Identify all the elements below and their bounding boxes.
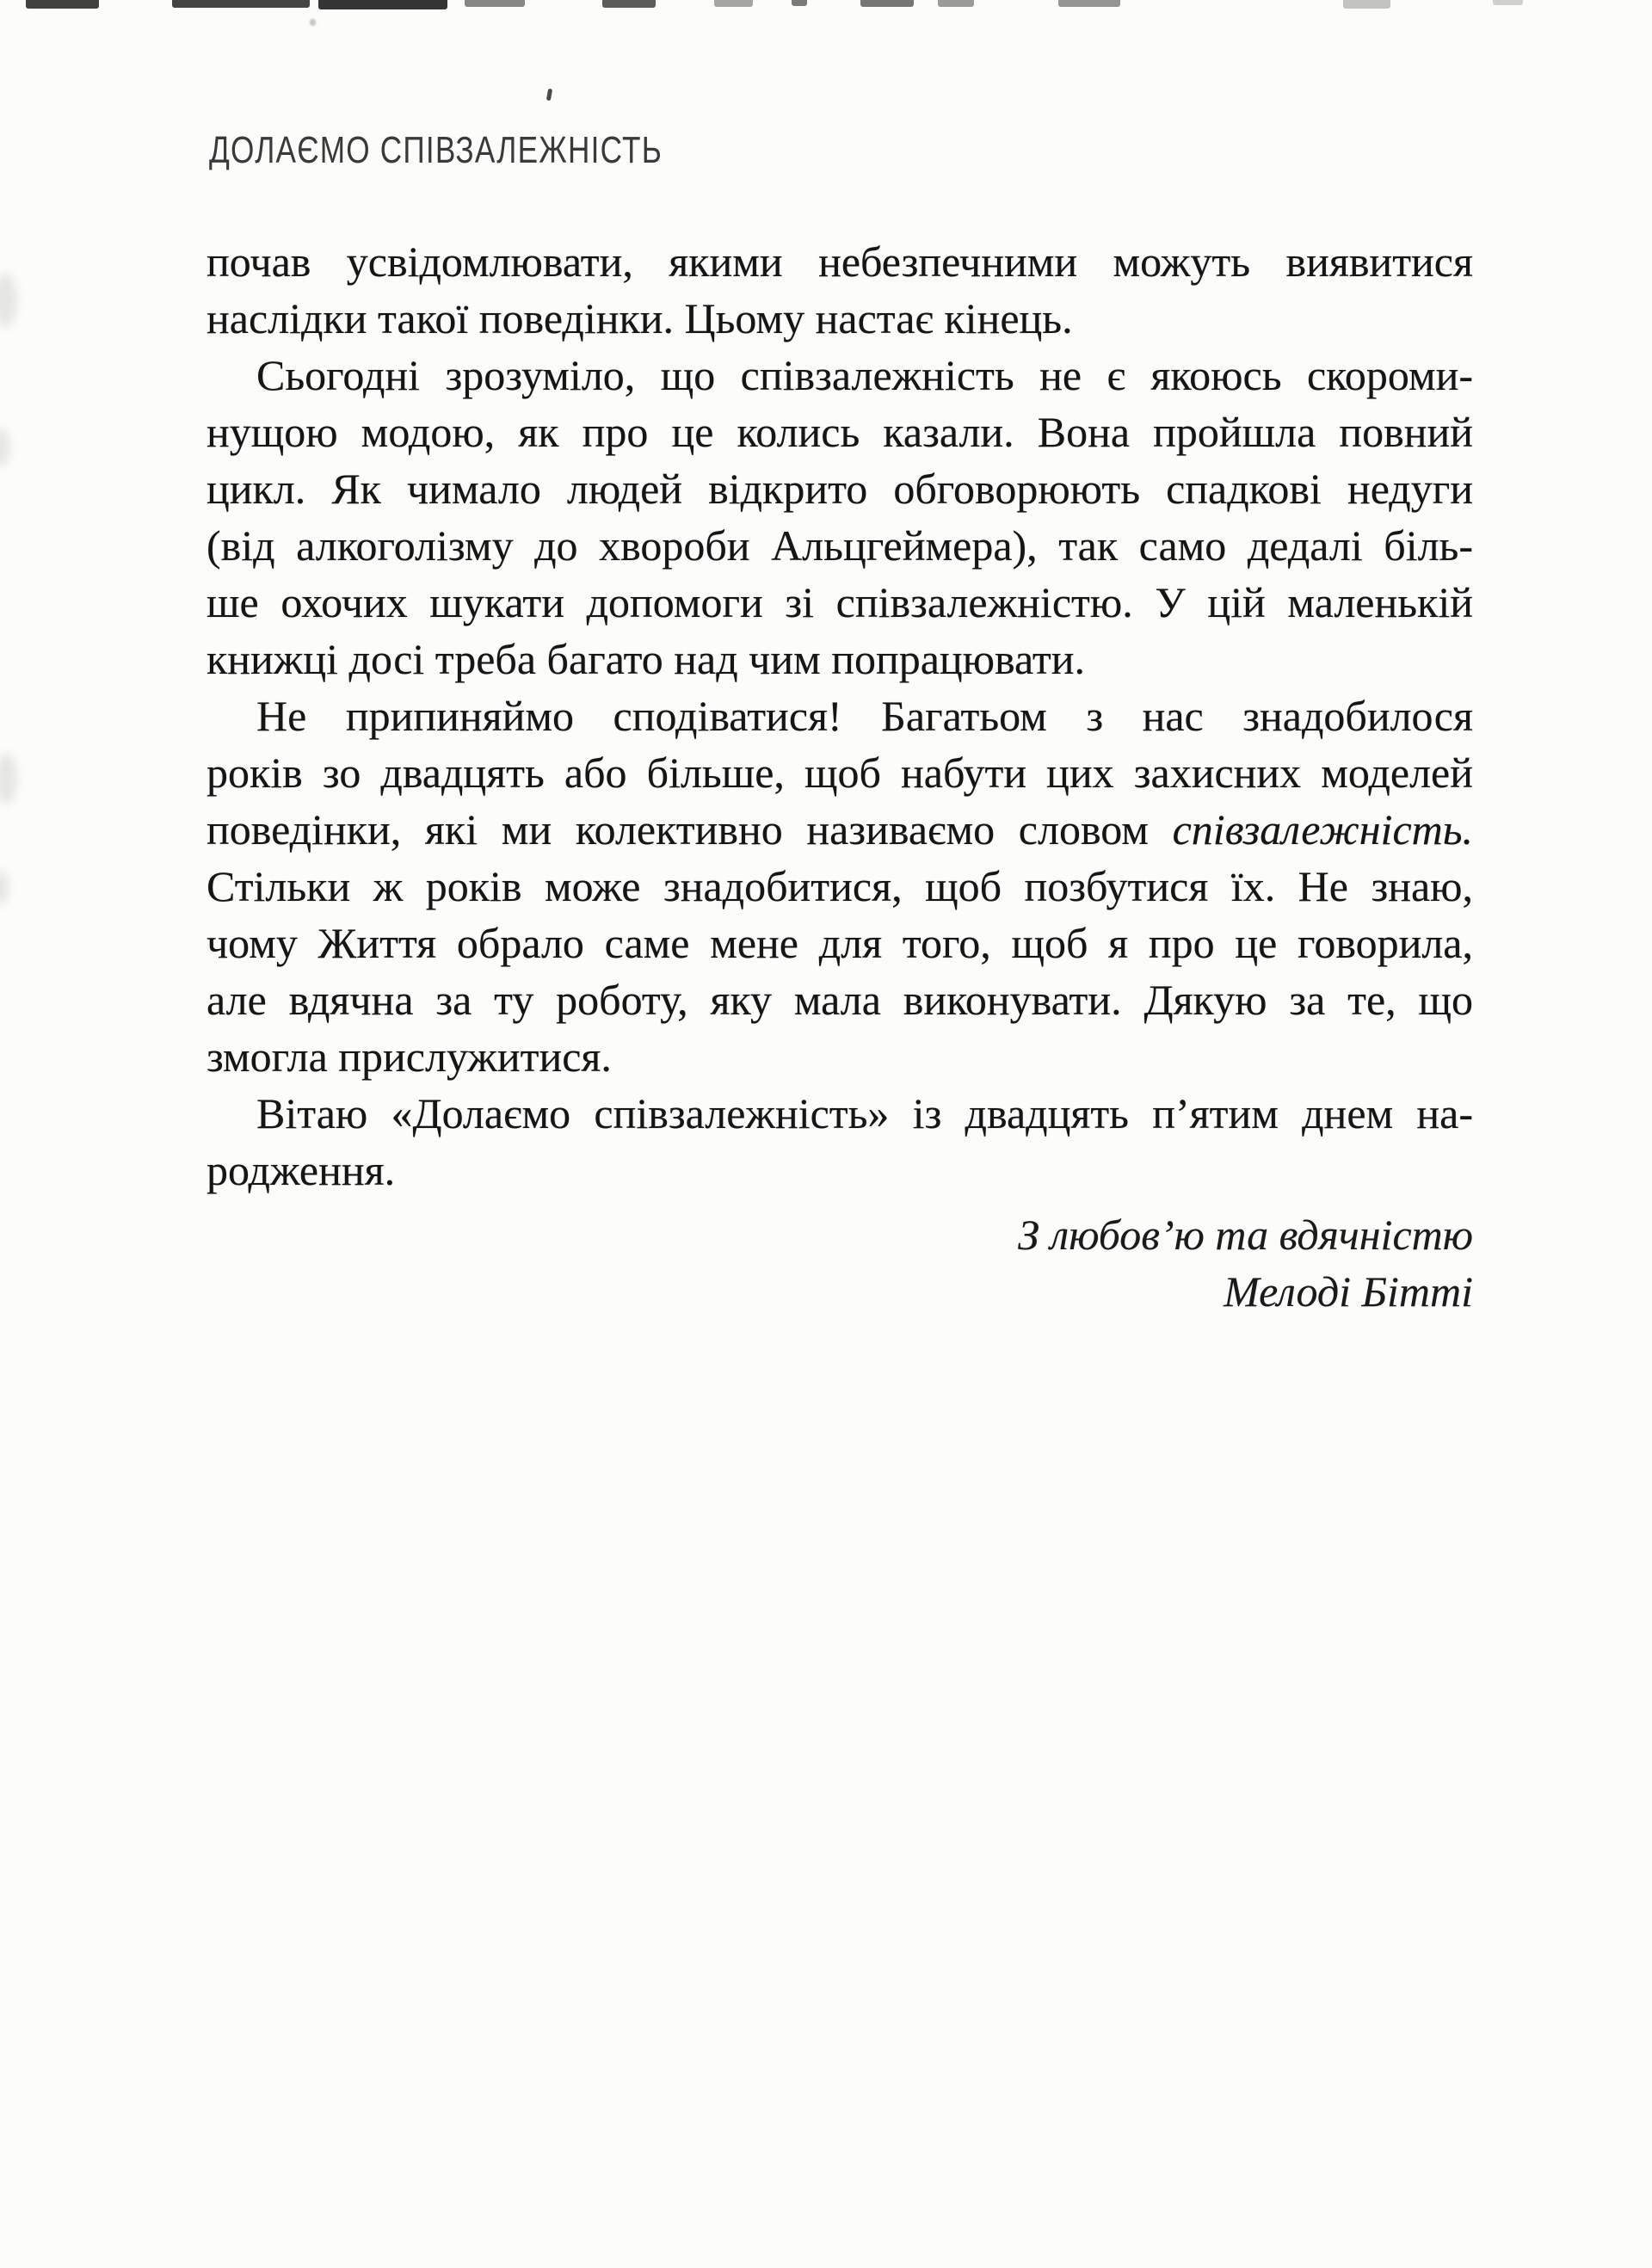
scan-artifact — [1343, 0, 1390, 9]
scan-smudge — [0, 754, 17, 804]
scan-artifact — [465, 0, 525, 7]
text-segment: років зо двадцять або більше, щоб набути цих захисних моделей — [206, 749, 1473, 797]
text-line — [206, 290, 1473, 347]
text-line — [206, 971, 1473, 1028]
text-line — [206, 915, 1473, 971]
text-segment: Сьогодні зрозуміло, що співзалежність не є якоюсь скороми- — [256, 351, 1473, 399]
text-segment: Не припиняймо сподіватися! Багатьом з нас знадобилося — [256, 692, 1473, 740]
scan-artifact — [26, 0, 99, 9]
text-segment: книжці досі треба багато над чим попрацювати. — [206, 635, 1085, 683]
text-segment: поведінки, які ми колективно називаємо словом — [206, 805, 1173, 854]
text-line — [206, 631, 1473, 687]
text-segment: (від алкоголізму до хвороби Альцгеймера), так само дедалі біль- — [206, 521, 1473, 570]
text-line — [206, 233, 1473, 290]
scan-artifact — [1058, 0, 1120, 7]
text-line — [206, 858, 1473, 915]
text-segment: але вдячна за ту роботу, яку мала виконувати. Дякую за те, що — [206, 976, 1473, 1024]
scan-artifact — [172, 0, 310, 8]
text-line — [206, 517, 1473, 574]
ink-speck — [546, 89, 552, 102]
text-line — [206, 1085, 1473, 1142]
text-segment: цикл. Як чимало людей відкрито обговорюють спадкові недуги — [206, 465, 1473, 513]
scan-artifact — [860, 0, 914, 7]
text-segment: змогла прислужитися. — [206, 1032, 612, 1081]
text-segment: наслідки такої поведінки. Цьому настає кінець. — [206, 294, 1073, 342]
ink-speck — [310, 19, 316, 26]
signature-line: Мелоді Бітті — [1224, 1267, 1473, 1316]
text-line — [206, 574, 1473, 631]
text-segment: родження. — [206, 1146, 396, 1194]
scan-artifact — [1493, 0, 1523, 5]
text-line — [206, 460, 1473, 517]
scan-smudge — [0, 274, 17, 327]
text-segment: нущою модою, як про це колись казали. Вона пройшла повний — [206, 408, 1473, 456]
text-line — [206, 1142, 1473, 1199]
scan-artifact — [318, 0, 447, 9]
text-line — [206, 347, 1473, 404]
signature-line: З любов’ю та вдячністю — [1018, 1211, 1473, 1259]
scan-artifact — [938, 0, 974, 7]
scan-artifact — [602, 0, 656, 8]
text-line — [206, 687, 1473, 744]
text-line — [206, 404, 1473, 460]
text-segment: ше охочих шукати допомоги зі співзалежністю. У цій маленькій — [206, 578, 1473, 626]
text-segment: почав усвідомлювати, якими небезпечними можуть виявитися — [206, 237, 1473, 286]
scan-artifact — [792, 0, 807, 6]
text-line — [206, 801, 1473, 858]
text-segment: Вітаю «Долаємо співзалежність» із двадцять п’ятим днем на- — [256, 1089, 1473, 1137]
scan-artifact — [714, 0, 753, 7]
running-header: ДОЛАЄМО СПІВЗАЛЕЖНІСТЬ — [209, 129, 663, 171]
text-segment: Стільки ж років може знадобитися, щоб позбутися їх. Не знаю, — [206, 862, 1473, 910]
body-text — [206, 233, 1473, 1199]
scan-smudge — [0, 428, 10, 466]
text-line — [206, 744, 1473, 801]
text-line — [206, 1028, 1473, 1085]
text-segment: чому Життя обрало саме мене для того, щоб я про це говорила, — [206, 919, 1473, 967]
signature-block — [206, 1206, 1473, 1320]
italic-term: співзалежність. — [1172, 805, 1473, 854]
scan-smudge — [0, 871, 9, 905]
